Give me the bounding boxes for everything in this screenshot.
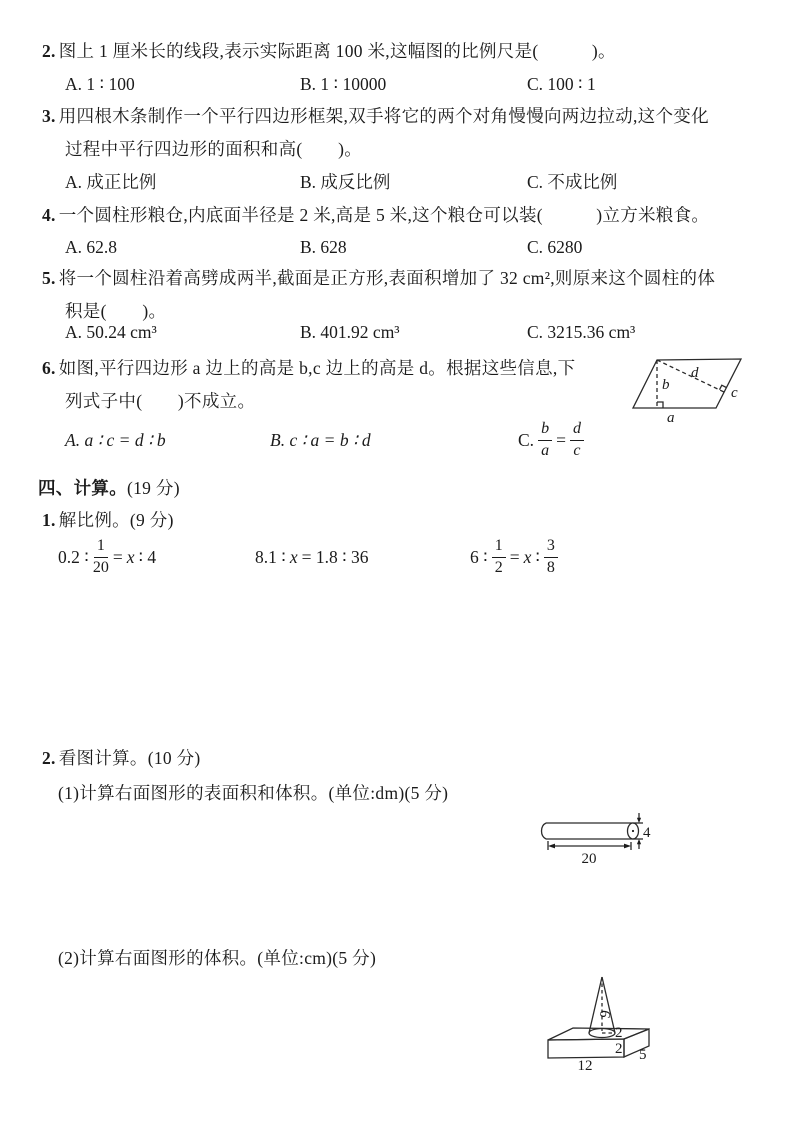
fraction-b-over-a: $\frac{b}{a}$ bbox=[538, 420, 552, 460]
cylinder-center-dot bbox=[632, 830, 634, 832]
question-2-text: 2. 图上 1 厘米长的线段,表示实际距离 100 米,这幅图的比例尺是( )。 bbox=[42, 41, 616, 61]
question-5-text-line1: 5. 将一个圆柱沿着高劈成两半,截面是正方形,表面积增加了 32 cm²,则原来这个圆柱的体 bbox=[42, 268, 716, 288]
cone-height-label: 9 bbox=[597, 1009, 615, 1020]
box-height-label: 2 bbox=[615, 1041, 623, 1057]
question-2-number: 2. bbox=[42, 41, 56, 61]
question-6-text-line2: 列式子中( )不成立。 bbox=[65, 391, 256, 411]
equation-3: 6 ∶ $\frac{1}{2}$ = x ∶ $\frac{3}{8}$ bbox=[468, 534, 560, 580]
cylinder-diameter-label: 4 bbox=[643, 825, 651, 841]
section-4-header: 四、计算。(19 分) bbox=[38, 478, 180, 498]
fraction-d-over-c: $\frac{d}{c}$ bbox=[570, 420, 584, 460]
parallelogram-label-d: d bbox=[691, 365, 699, 381]
parallelogram-label-b: b bbox=[662, 377, 670, 393]
question-6-text-line1: 6. 如图,平行四边形 a 边上的高是 b,c 边上的高是 d。根据这些信息,下 bbox=[42, 358, 576, 378]
box-width-label: 5 bbox=[639, 1047, 647, 1063]
equation-1: 0.2 ∶ $\frac{1}{20}$ = x ∶ 4 bbox=[58, 537, 157, 576]
question-5-option-b: B. 401.92 cm³ bbox=[300, 322, 400, 342]
question-4-text: 4. 一个圆柱形粮仓,内底面半径是 2 米,高是 5 米,这个粮仓可以装( )立方米粮食。 bbox=[42, 205, 710, 225]
fraction-3-over-8: $\frac{3}{8}$ bbox=[544, 537, 558, 577]
cone-radius-label: 2 bbox=[615, 1025, 623, 1041]
question-2-option-b: B. 1 ∶ 10000 bbox=[300, 74, 387, 94]
cylinder-length-label: 20 bbox=[581, 851, 597, 867]
item-1-text: (1)计算右面图形的表面积和体积。(单位:dm)(5 分) bbox=[58, 783, 449, 803]
question-4-number: 4. bbox=[42, 205, 56, 225]
question-5-number: 5. bbox=[42, 268, 56, 288]
question-6-option-a: A. a ∶ c = d ∶ b bbox=[65, 430, 166, 450]
subquestion-1-header: 1. 解比例。(9 分) bbox=[42, 510, 174, 530]
question-4-option-b: B. 628 bbox=[300, 237, 347, 257]
question-5-text-line2: 积是( )。 bbox=[65, 301, 167, 321]
question-3-option-c: C. 不成比例 bbox=[527, 172, 618, 192]
cone-on-box-figure bbox=[545, 965, 670, 1077]
parallelogram-label-a: a bbox=[667, 410, 675, 426]
fraction-1-over-20: $\frac{1}{20}$ bbox=[92, 537, 109, 576]
question-3-text-line1: 3. 用四根木条制作一个平行四边形框架,双手将它的两个对角慢慢向两边拉动,这个变化 bbox=[42, 106, 709, 126]
box-length-label: 12 bbox=[577, 1058, 593, 1074]
question-6-number: 6. bbox=[42, 358, 56, 378]
subquestion-2-header: 2. 看图计算。(10 分) bbox=[42, 748, 201, 768]
question-6-option-c: C. $\frac{b}{a}$ = $\frac{d}{c}$ bbox=[518, 417, 588, 463]
question-6-option-b: B. c ∶ a = b ∶ d bbox=[270, 430, 371, 450]
parallelogram-label-c: c bbox=[731, 385, 738, 401]
question-3-option-b: B. 成反比例 bbox=[300, 172, 391, 192]
equation-2: 8.1 ∶ x = 1.8 ∶ 36 bbox=[255, 546, 369, 567]
question-4-option-c: C. 6280 bbox=[527, 237, 583, 257]
question-3-option-a: A. 成正比例 bbox=[65, 172, 157, 192]
question-3-text-line2: 过程中平行四边形的面积和高( )。 bbox=[65, 139, 363, 159]
parallelogram-figure bbox=[625, 348, 750, 426]
question-5-option-c: C. 3215.36 cm³ bbox=[527, 322, 636, 342]
cylinder-figure bbox=[538, 812, 672, 870]
question-2-option-a: A. 1 ∶ 100 bbox=[65, 74, 135, 94]
question-3-number: 3. bbox=[42, 106, 56, 126]
fraction-1-over-2: $\frac{1}{2}$ bbox=[492, 537, 506, 577]
question-4-option-a: A. 62.8 bbox=[65, 237, 118, 257]
question-5-option-a: A. 50.24 cm³ bbox=[65, 322, 157, 342]
item-2-text: (2)计算右面图形的体积。(单位:cm)(5 分) bbox=[58, 948, 377, 968]
question-2-option-c: C. 100 ∶ 1 bbox=[527, 74, 596, 94]
